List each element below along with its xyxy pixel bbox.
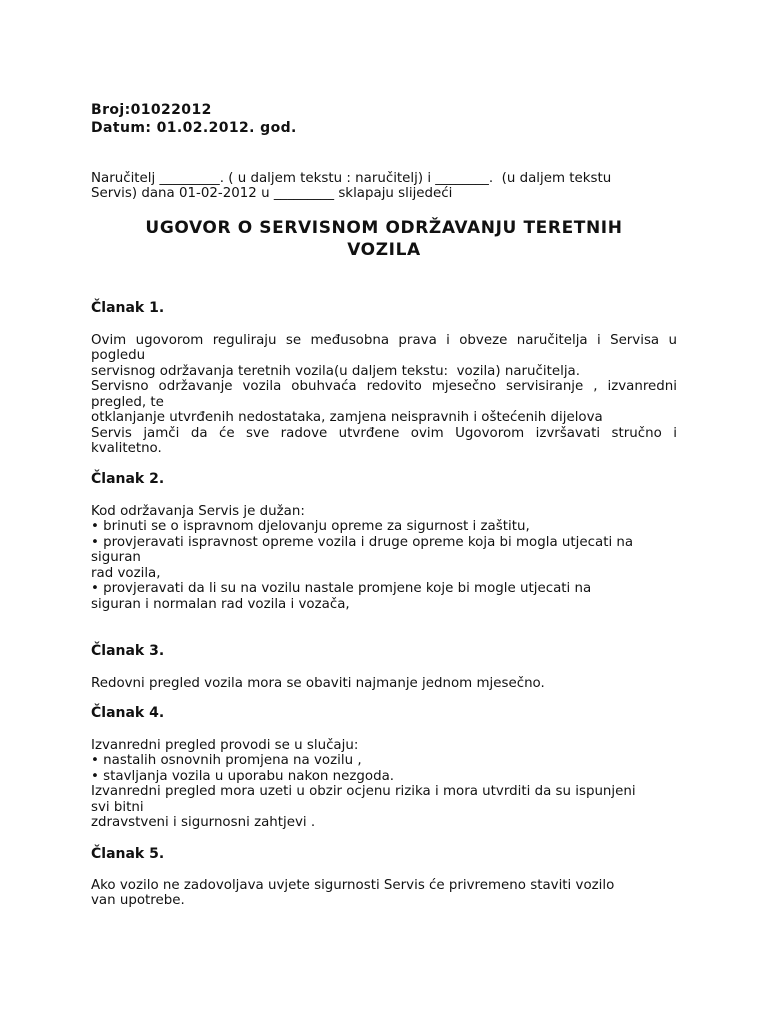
article-1-text: pregled, te — [91, 395, 164, 410]
article-5-text: Ako vozilo ne zadovoljava uvjete sigurnosti Servis će privremeno staviti vozilo — [91, 878, 615, 893]
article-3-heading: Članak 3. — [91, 643, 165, 659]
article-4-text: svi bitni — [91, 800, 144, 815]
article-1-heading: Članak 1. — [91, 300, 165, 316]
article-5-text: van upotrebe. — [91, 893, 185, 908]
article-4-bullet: • stavljanja vozila u uporabu nakon nezgoda. — [91, 769, 395, 784]
article-2-heading: Članak 2. — [91, 471, 165, 487]
document-title: UGOVOR O SERVISNOM ODRŽAVANJU TERETNIH — [145, 218, 623, 238]
article-1-text: otklanjanje utvrđenih nedostataka, zamjena neispravnih i oštećenih dijelova — [91, 410, 603, 425]
article-1-text: servisnog održavanja teretnih vozila(u daljem tekstu: vozila) naručitelja. — [91, 364, 581, 379]
article-2-bullet: • brinuti se o ispravnom djelovanju opreme za sigurnost i zaštitu, — [91, 519, 530, 534]
article-4-heading: Članak 4. — [91, 705, 165, 721]
article-2-bullet: • provjeravati da li su na vozilu nastale promjene koje bi mogle utjecati na — [91, 581, 592, 596]
article-4-text: Izvanredni pregled mora uzeti u obzir ocjenu rizika i mora utvrditi da su ispunjeni — [91, 784, 636, 799]
article-4-bullet: • nastalih osnovnih promjena na vozilu , — [91, 753, 362, 768]
article-3-text: Redovni pregled vozila mora se obaviti najmanje jednom mjesečno. — [91, 676, 545, 691]
document-number: Broj:01022012 — [91, 102, 212, 118]
article-1-text: kvalitetno. — [91, 441, 162, 456]
document-date: Datum: 01.02.2012. god. — [91, 120, 297, 136]
article-4-text: zdravstveni i sigurnosni zahtjevi . — [91, 815, 316, 830]
document-title-continued: VOZILA — [347, 240, 421, 260]
article-2-text: siguran — [91, 550, 141, 565]
article-1-text: Ovim ugovorom reguliraju se međusobna prava i obveze naručitelja i Servisa u — [91, 333, 677, 348]
article-5-heading: Članak 5. — [91, 846, 165, 862]
article-2-text: Kod održavanja Servis je dužan: — [91, 504, 305, 519]
article-2-text: siguran i normalan rad vozila i vozača, — [91, 597, 350, 612]
article-2-bullet: • provjeravati ispravnost opreme vozila i druge opreme koja bi mogla utjecati na — [91, 535, 634, 550]
article-4-text: Izvanredni pregled provodi se u slučaju: — [91, 738, 359, 753]
article-1-text: Servis jamči da će sve radove utvrđene ovim Ugovorom izvršavati stručno i — [91, 426, 677, 441]
intro-line: Servis) dana 01-02-2012 u _________ sklapaju slijedeći — [91, 186, 453, 201]
article-1-text: pogledu — [91, 348, 146, 363]
intro-line: Naručitelj _________. ( u daljem tekstu : naručitelj) i ________. (u daljem tekstu — [91, 171, 612, 186]
article-2-text: rad vozila, — [91, 566, 161, 581]
article-1-text: Servisno održavanje vozila obuhvaća redovito mjesečno servisiranje , izvanredni — [91, 379, 677, 394]
